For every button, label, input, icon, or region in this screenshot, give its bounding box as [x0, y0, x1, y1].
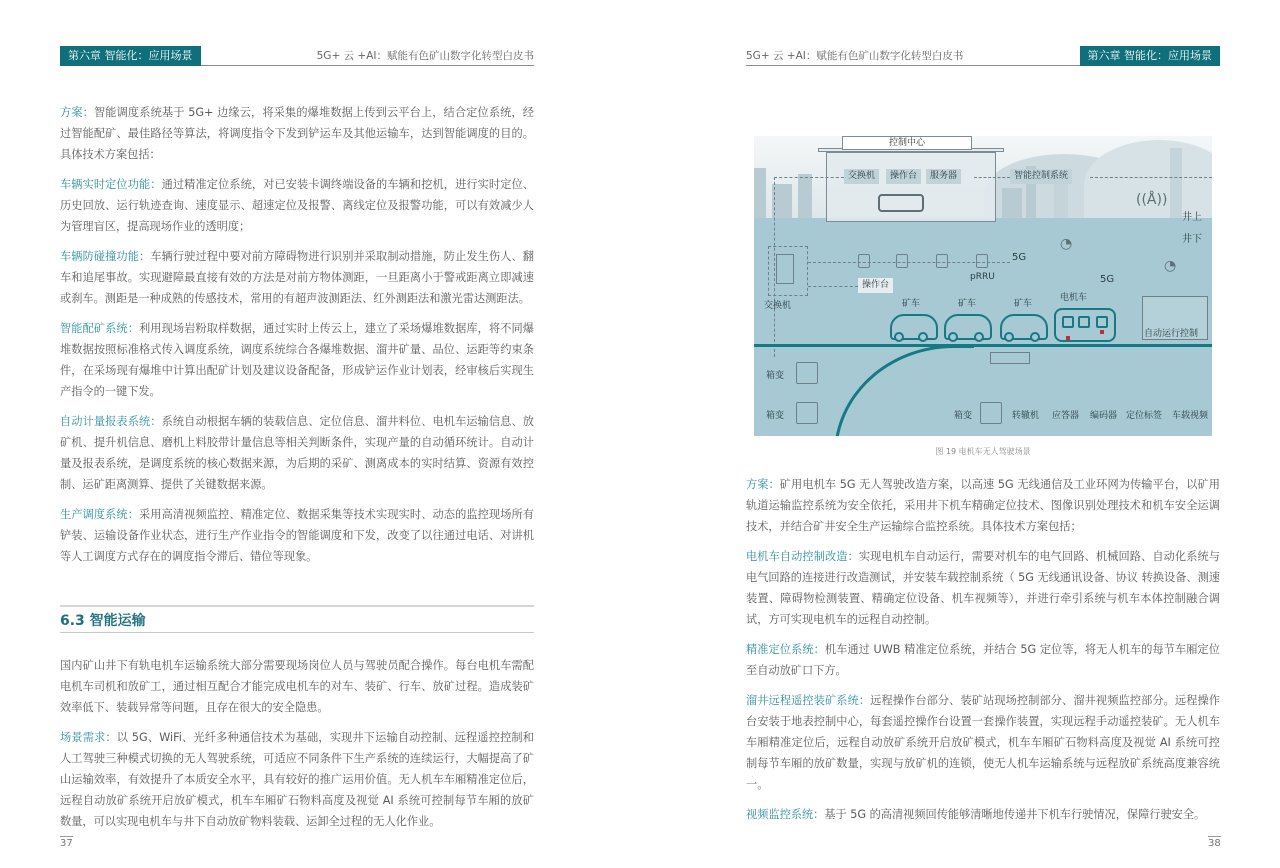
keyword-label: 溜井远程遥控装矿系统：: [746, 694, 871, 707]
encoder-label: 编码器: [1090, 411, 1118, 421]
above-ground-label: 井上: [1182, 212, 1202, 223]
keyword-label: 视频监控系统：: [746, 808, 825, 821]
dashed-link: [774, 177, 844, 178]
building-silhouette: [798, 174, 812, 218]
paragraph-remote-loading: 溜井远程遥控装矿系统：远程操作台部分、装矿站现场控制部分、溜井视频监控部分。远程操作台安装于地表控制中心，每套遥控操作台设置一套操作装置，实现远程手动遥控装矿。无人机车车厢精准定位后，远程自动放矿系统开启放矿模式，机车车厢矿石物料高度及视觉 AI 系统可控制每节车厢的放矿数量，实现与放矿机的连锁，使无人机车运输系统与远程放矿系统高度兼容统一。: [746, 694, 1220, 791]
prru-icon: [936, 254, 948, 268]
rail-track: [754, 344, 1212, 347]
keyword-label: 智能配矿系统：: [60, 322, 140, 335]
building-silhouette: [772, 184, 792, 218]
keyword-label: 车辆实时定位功能：: [60, 178, 162, 191]
section-heading: [60, 605, 534, 633]
paragraph-auto-control-retrofit: 电机车自动控制改造：实现电机车自动运行，需要对机车的电气回路、机械回路、自动化系统与电气回路的连接进行改造测试，并安装车载控制系统（ 5G 无线通讯设备、协议 转换设备、测速装置、障碍物检测装置、精确定位设备、机车视频等），并进行牵引系统与机车本体控制融合调试，方可实现电机车的远程自动控制。: [746, 550, 1220, 626]
section-title: 6.3 智能运输: [60, 613, 146, 629]
paragraph-metering-report: 自动计量报表系统：系统自动根据车辆的装载信息、定位信息、溜井料位、电机车运输信息、放矿机、提升机信息、磨机上料胶带计量信息等相关判断条件，实现产量的自动循环统计。自动计量及报表系统，是调度系统的核心数据来源，为后期的采矿、测离成本的实时结算、资源有效控制、运矿距离测算、提供了关键数据来源。: [60, 415, 534, 491]
console-tag: 操作台: [858, 278, 893, 293]
wheel: [1030, 332, 1040, 342]
figure-caption: 图 19 电机车无人驾驶场景: [935, 447, 1031, 456]
dashed-link: [808, 286, 858, 287]
keyword-label: 方案：: [60, 106, 94, 119]
dashed-link: [974, 177, 1010, 178]
paragraph-plan: 方案：矿用电机车 5G 无人驾驶改造方案，以高速 5G 无线通信及工业环网为传输平台，以矿用轨道运输监控系统为安全依托，采用井下机车精确定位技术、图像识别处理技术和机车安全运调技术，并结合矿井安全生产运输综合监控系统。具体技术方案包括；: [746, 478, 1220, 533]
wheel: [1004, 332, 1014, 342]
switch-cabinet-icon: [776, 254, 794, 284]
page-header: [60, 46, 534, 66]
control-center-title: 控制中心: [842, 136, 972, 150]
building-silhouette: [754, 168, 766, 218]
wheel: [948, 332, 958, 342]
5g-signal-label: 5G: [1100, 274, 1115, 285]
keyword-label: 车辆防碰撞功能：: [60, 250, 151, 263]
paragraph-scenario-needs: 场景需求：以 5G、WiFi、光纤多种通信技术为基础，实现井下运输自动控制、远程遥控控制和人工驾驶三种模式切换的无人驾驶系统，可适应不同条件下生产系统的连续运行，大幅提高了矿山运输效率，有效提升了本质安全水平，具有较好的推广运用价值。无人机车车厢精准定位后，远程自动放矿系统开启放矿模式，机车车厢矿石物料高度及视觉 AI 系统可控制每节车厢的放矿数量，可以实现电机车与井下自动放矿物料装载、运卸全过程的无人化作业。: [60, 731, 534, 828]
paragraph-anti-collision: 车辆防碰撞功能：车辆行驶过程中要对前方障碍物进行识别并采取制动措施，防止发生伤人、翻车和追尾事故。实现避障最直接有效的方法是对前方物体测距，一旦距离小于警戒距离立即减速或刹车。测距是一种成熟的传感技术，常用的有超声波测距法、红外测距法和激光雷达测距法。: [60, 250, 534, 305]
transponder-marker: [1066, 336, 1070, 340]
keyword-label: 方案：: [746, 478, 780, 491]
substation-label: 箱变: [766, 411, 785, 421]
left-content: [60, 102, 534, 841]
cart-label: 矿车: [958, 299, 977, 309]
camera-icon: ◔: [1060, 236, 1073, 252]
keyword-label: 电机车自动控制改造：: [746, 550, 859, 563]
display-wall-icon: [878, 194, 924, 212]
right-page: [640, 0, 1280, 868]
center-server-tag: 服务器: [926, 169, 961, 184]
locomotive-diagram: [754, 136, 1212, 436]
prru-icon: [858, 254, 870, 268]
page-number: 38: [1208, 838, 1221, 849]
smart-control-tag: 智能控制系统: [1010, 169, 1072, 184]
chapter-tag: 第六章 智能化：应用场景: [1080, 46, 1221, 66]
page-number: 37: [60, 838, 73, 849]
paragraph-production-dispatch: 生产调度系统：采用高清视频监控、精准定位、数据采集等技术实现实时、动态的监控现场所有铲装、运输设备作业状态，进行生产作业指令的智能调度和下发，改变了以往通过电话、对讲机等人工调度方式存在的调度指令滞后、错位等现象。: [60, 508, 534, 563]
prru-label: pRRU: [970, 272, 995, 282]
wheel: [974, 332, 984, 342]
cart-label: 矿车: [1014, 299, 1033, 309]
switch-machine-label: 转辙机: [1012, 411, 1040, 421]
encoder-marker: [1100, 330, 1104, 334]
substation-label: 箱变: [954, 411, 973, 421]
building-silhouette: [1002, 188, 1022, 218]
paragraph-intro: 国内矿山井下有轨电机车运输系统大部分需要现场岗位人员与驾驶员配合操作。每台电机车需配电机车司机和放矿工，通过相互配合才能完成电机车的对车、装矿、行车、放矿过程。造成装矿效率低下、装载异常等问题，且存在很大的安全隐患。: [60, 659, 534, 714]
antenna-tower-icon: ((Å)): [1136, 192, 1168, 208]
keyword-label: 精准定位系统：: [746, 643, 825, 656]
book-title: 5G+ 云 +AI：赋能有色矿山数字化转型白皮书: [746, 50, 964, 62]
transponder-label: 应答器: [1052, 411, 1080, 421]
locomotive-label: 电机车: [1060, 293, 1088, 303]
paragraph-realtime-positioning: 车辆实时定位功能：通过精准定位系统，对已安装卡调终端设备的车辆和挖机，进行实时定位、历史回放、运行轨迹查询、速度显示、超速定位及报警、离线定位及报警功能，可以有效减少人为管理盲区，提高现场作业的透明度；: [60, 178, 534, 233]
substation-icon: [796, 402, 818, 424]
below-ground-label: 井下: [1182, 234, 1202, 245]
prru-icon: [896, 254, 908, 268]
page-header: [746, 46, 1220, 66]
right-content: [746, 474, 1220, 834]
keyword-label: 生产调度系统：: [60, 508, 140, 521]
auto-control-label: 自动运行控制: [1144, 329, 1199, 339]
headframe-silhouette: [1170, 148, 1182, 218]
5g-signal-label: 5G: [1012, 252, 1027, 263]
book-title: 5G+ 云 +AI：赋能有色矿山数字化转型白皮书: [316, 50, 534, 62]
keyword-label: 场景需求：: [60, 731, 117, 744]
cart-label: 矿车: [902, 299, 921, 309]
paragraph-video-monitoring: 视频监控系统：基于 5G 的高清视频回传能够清晰地传递井下机车行驶情况，保障行驶安全。: [746, 808, 1206, 821]
substation-icon: [980, 402, 1002, 424]
switch-machine-device: [990, 352, 1030, 364]
wheel: [894, 332, 904, 342]
substation-icon: [796, 362, 818, 384]
wheel: [918, 332, 928, 342]
keyword-label: 自动计量报表系统：: [60, 415, 162, 428]
paragraph-ore-blending: 智能配矿系统：利用现场岩粉取样数据，通过实时上传云上，建立了采场爆堆数据库，将不同爆堆数据按照标准格式传入调度系统，调度系统综合各爆堆数据、溜井矿量、品位、运距等约束条件，在采场现有爆堆中计算出配矿计划及建议设备配备，形成铲运作业计划表，经审核后实现生产指令的一键下发。: [60, 322, 534, 398]
switch-label: 交换机: [764, 301, 792, 311]
paragraph-plan: 方案：智能调度系统基于 5G+ 边缘云，将采集的爆堆数据上传到云平台上，结合定位系统，经过智能配矿、最佳路径等算法，将调度指令下发到铲运车及其他运输车，达到智能调度的目的。具体技术方案包括：: [60, 106, 534, 161]
onboard-video-label: 车载视频: [1172, 411, 1209, 421]
chapter-tag: 第六章 智能化：应用场景: [60, 46, 201, 66]
camera-icon: ◔: [1164, 258, 1177, 274]
electric-locomotive: [1054, 308, 1116, 342]
positioning-tag-label: 定位标签: [1126, 411, 1163, 421]
center-switch-tag: 交换机: [844, 169, 879, 184]
center-console-tag: 操作台: [886, 169, 921, 184]
paragraph-precise-positioning: 精准定位系统：机车通过 UWB 精准定位系统，并结合 5G 定位等，将无人机车的每节车厢定位至自动放矿口下方。: [746, 643, 1220, 677]
prru-icon: [976, 254, 988, 268]
substation-label: 箱变: [766, 371, 785, 381]
dashed-link: [1090, 177, 1212, 178]
